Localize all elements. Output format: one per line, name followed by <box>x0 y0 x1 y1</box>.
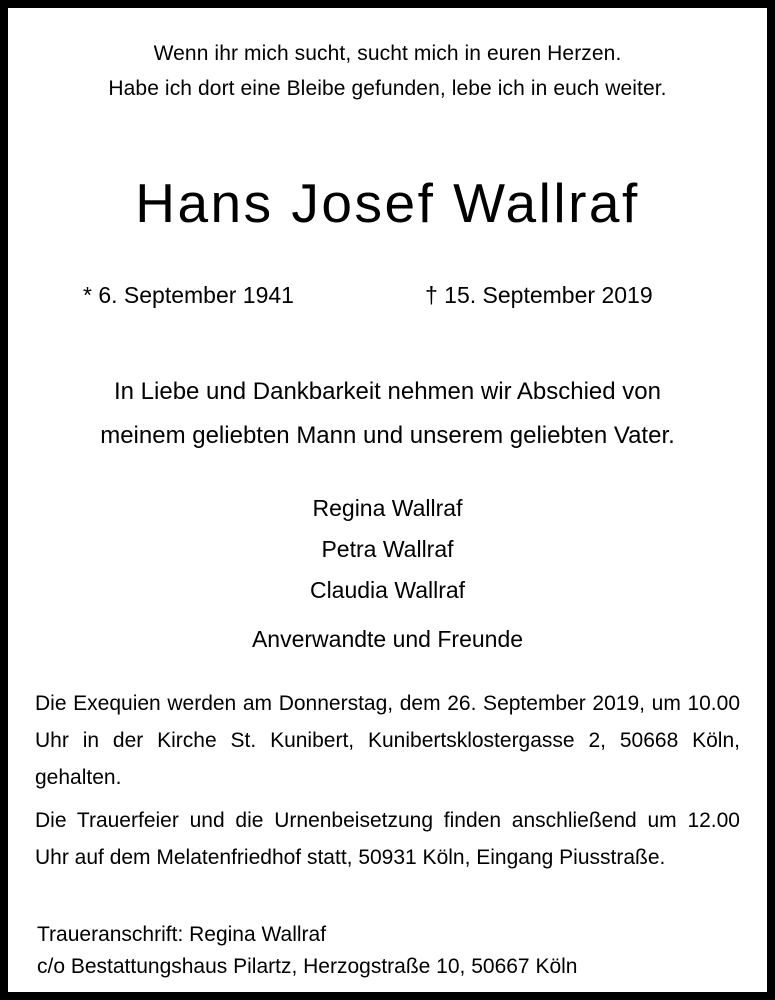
relatives-line: Anverwandte und Freunde <box>251 626 524 652</box>
farewell-text <box>8 370 767 458</box>
mourner-name: Petra Wallraf <box>321 536 454 562</box>
urn-burial-paragraph <box>35 802 740 876</box>
urn-line-1: Die Trauerfeier und die Urnenbeisetzung finden anschließend um <box>35 809 677 832</box>
motto-line-1: Wenn ihr mich sucht, sucht mich in euren Herzen. <box>153 42 622 65</box>
farewell-line-1: In Liebe und Dankbarkeit nehmen wir Abschied von <box>113 378 661 405</box>
mourners-list <box>8 488 767 611</box>
funeral-service-paragraph <box>35 685 740 796</box>
urn-line-3: Piusstraße. <box>559 846 666 869</box>
mourning-address <box>37 919 577 983</box>
urn-line-2: 12.00 Uhr auf dem Melatenfriedhof statt, 50931 Köln, Eingang <box>35 809 740 869</box>
farewell-line-2: meinem geliebten Mann und unserem geliebten Vater. <box>100 422 675 449</box>
death-date: † 15. September 2019 <box>425 282 653 308</box>
service-line-1: Die Exequien werden am Donnerstag, dem 26. September 2019, <box>35 692 645 715</box>
address-line-2: c/o Bestattungshaus Pilartz, Herzogstraße 10, 50667 Köln <box>37 955 578 978</box>
deceased-name: Hans Josef Wallraf <box>135 172 640 234</box>
service-line-3: 50668 Köln, gehalten. <box>35 729 740 789</box>
mourner-name: Regina Wallraf <box>312 495 463 521</box>
service-line-2: um 10.00 Uhr in der Kirche St. Kunibert, Kunibertsklostergasse 2, <box>35 692 741 752</box>
mourner-name: Claudia Wallraf <box>309 577 466 603</box>
motto-line-2: Habe ich dort eine Bleibe gefunden, lebe ich in euch weiter. <box>108 77 667 100</box>
motto-verse <box>8 36 767 106</box>
address-line-1: Traueranschrift: Regina Wallraf <box>37 923 327 946</box>
birth-date: * 6. September 1941 <box>83 282 294 308</box>
